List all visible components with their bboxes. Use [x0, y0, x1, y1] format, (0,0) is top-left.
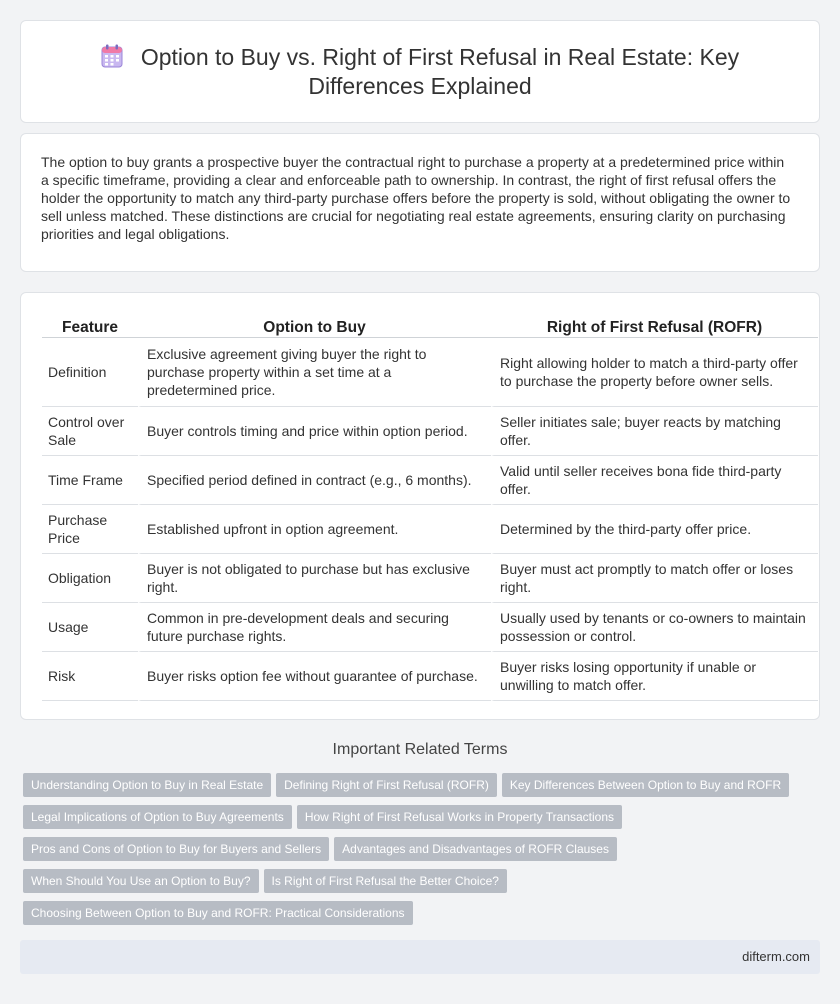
row-feature: Usage [42, 603, 138, 652]
related-tag[interactable]: When Should You Use an Option to Buy? [23, 869, 259, 893]
footer-site-link[interactable]: difterm.com [742, 949, 810, 964]
intro-paragraph: The option to buy grants a prospective buyer the contractual right to purchase a property at a predetermined price within a specific timeframe, providing a clear and enforceable path to ownership. In contrast, the right of first refusal offers the holder the opportunity to match any third-party purchase offers before the property is sold, without obligating the owner to sell unless matched. These distinctions are crucial for negotiating real estate agreements, ensuring clarity on purchasing priorities and legal obligations. [41, 154, 791, 242]
row-rofr-cell: Determined by the third-party offer price. [491, 505, 818, 554]
row-feature: Definition [42, 338, 138, 407]
calendar-icon [101, 44, 123, 68]
footer [20, 940, 820, 974]
row-rofr-cell: Buyer risks losing opportunity if unable or unwilling to match offer. [491, 652, 818, 701]
row-option-cell: Buyer risks option fee without guarantee of purchase. [138, 652, 491, 701]
related-tag[interactable]: Legal Implications of Option to Buy Agreements [23, 805, 292, 829]
page-title [81, 43, 759, 101]
row-option-cell: Buyer is not obligated to purchase but has exclusive right. [138, 554, 491, 603]
comparison-table [42, 316, 818, 701]
row-option-cell: Specified period defined in contract (e.g., 6 months). [138, 456, 491, 505]
table-row [42, 407, 818, 456]
table-header-row [42, 316, 818, 338]
row-feature: Purchase Price [42, 505, 138, 554]
table-row [42, 554, 818, 603]
related-tag[interactable]: Defining Right of First Refusal (ROFR) [276, 773, 497, 797]
intro-card [20, 133, 820, 272]
header-card [20, 20, 820, 123]
header-rofr: Right of First Refusal (ROFR) [491, 316, 818, 338]
table-row [42, 338, 818, 407]
table-row [42, 603, 818, 652]
row-feature: Control over Sale [42, 407, 138, 456]
row-rofr-cell: Right allowing holder to match a third-party offer to purchase the property before owner sells. [491, 338, 818, 407]
row-rofr-cell: Buyer must act promptly to match offer or loses right. [491, 554, 818, 603]
row-rofr-cell: Valid until seller receives bona fide third-party offer. [491, 456, 818, 505]
header-feature: Feature [42, 316, 138, 338]
table-row [42, 652, 818, 701]
related-terms-tags [23, 773, 823, 933]
row-feature: Time Frame [42, 456, 138, 505]
related-tag[interactable]: Is Right of First Refusal the Better Choice? [264, 869, 507, 893]
related-tag[interactable]: Advantages and Disadvantages of ROFR Clauses [334, 837, 617, 861]
row-feature: Risk [42, 652, 138, 701]
related-terms-title: Important Related Terms [332, 741, 508, 758]
row-rofr-cell: Usually used by tenants or co-owners to maintain possession or control. [491, 603, 818, 652]
row-feature: Obligation [42, 554, 138, 603]
related-tag[interactable]: Understanding Option to Buy in Real Estate [23, 773, 271, 797]
related-tag[interactable]: Pros and Cons of Option to Buy for Buyers and Sellers [23, 837, 329, 861]
related-tag[interactable]: How Right of First Refusal Works in Property Transactions [297, 805, 622, 829]
row-option-cell: Common in pre-development deals and securing future purchase rights. [138, 603, 491, 652]
title-text: Option to Buy vs. Right of First Refusal in Real Estate: Key Differences Explained [140, 44, 740, 99]
row-option-cell: Established upfront in option agreement. [138, 505, 491, 554]
row-option-cell: Buyer controls timing and price within option period. [138, 407, 491, 456]
table-row [42, 456, 818, 505]
related-tag[interactable]: Choosing Between Option to Buy and ROFR: Practical Considerations [23, 901, 413, 925]
header-option-to-buy: Option to Buy [138, 316, 491, 338]
row-rofr-cell: Seller initiates sale; buyer reacts by matching offer. [491, 407, 818, 456]
row-option-cell: Exclusive agreement giving buyer the right to purchase property within a set time at a predetermined price. [138, 338, 491, 407]
comparison-table-card [20, 292, 820, 720]
table-row [42, 505, 818, 554]
related-tag[interactable]: Key Differences Between Option to Buy and ROFR [502, 773, 789, 797]
